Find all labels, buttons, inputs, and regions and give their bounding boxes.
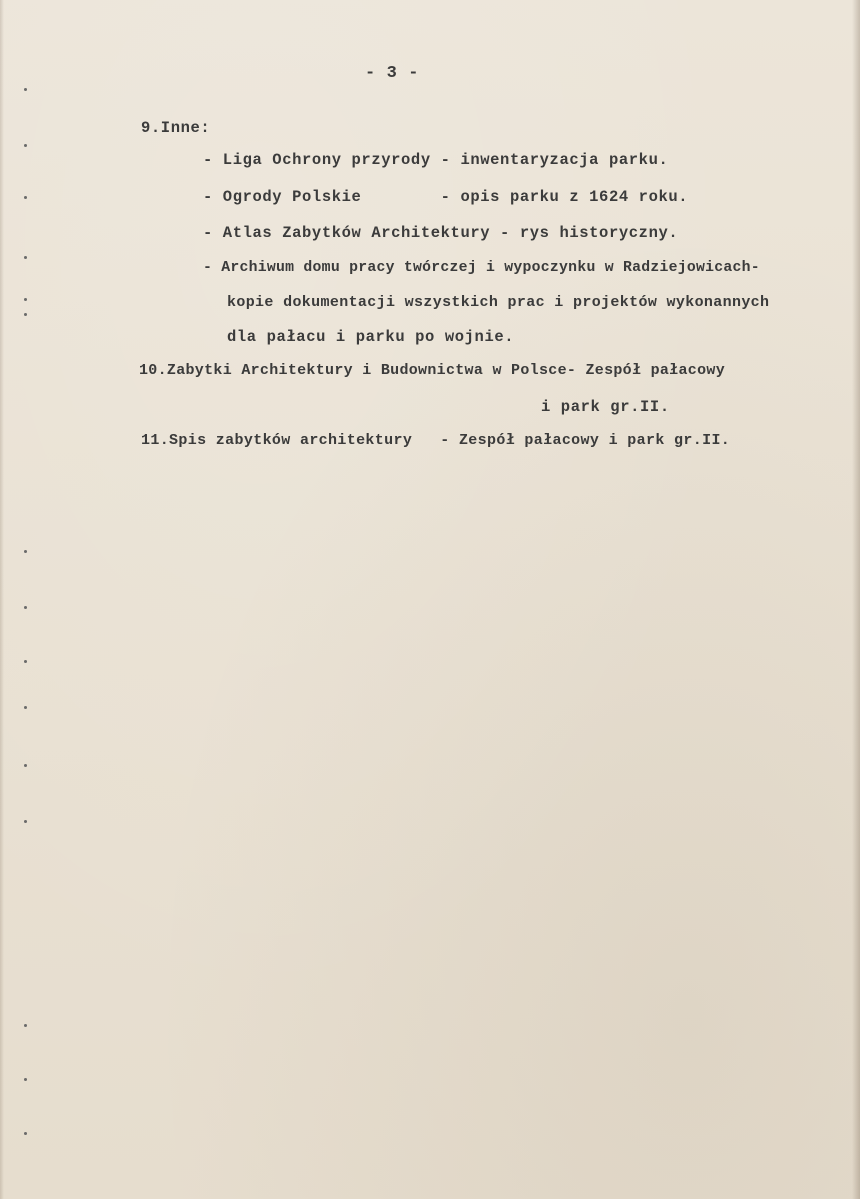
page-left-edge-shadow <box>0 0 4 1199</box>
binder-hole-mark <box>24 1078 27 1081</box>
section-11-line-1: 11.Spis zabytków architektury - Zespół pałacowy i park gr.II. <box>141 432 731 449</box>
binder-hole-mark <box>24 144 27 147</box>
page-right-edge-shadow <box>852 0 860 1199</box>
section-9-item-archiwum: - Archiwum domu pracy twórczej i wypoczynku w Radziejowicach- <box>203 260 760 276</box>
binder-hole-mark <box>24 706 27 709</box>
binder-hole-mark <box>24 298 27 301</box>
section-10-line-2: i park gr.II. <box>541 398 670 416</box>
binder-hole-mark <box>24 820 27 823</box>
binder-hole-mark <box>24 88 27 91</box>
section-9-heading: 9.Inne: <box>141 119 211 137</box>
binder-hole-mark <box>24 764 27 767</box>
binder-hole-mark <box>24 1024 27 1027</box>
binder-hole-mark <box>24 550 27 553</box>
section-9-item-atlas: - Atlas Zabytków Architektury - rys historyczny. <box>203 224 679 242</box>
section-9-item-liga: - Liga Ochrony przyrody - inwentaryzacja parku. <box>203 151 669 169</box>
section-9-item-archiwum-cont-2: dla pałacu i parku po wojnie. <box>227 328 515 346</box>
binder-hole-mark <box>24 660 27 663</box>
binder-hole-mark <box>24 256 27 259</box>
binder-hole-mark <box>24 606 27 609</box>
binder-hole-mark <box>24 196 27 199</box>
section-9-item-archiwum-cont-1: kopie dokumentacji wszystkich prac i projektów wykonannych <box>227 294 770 311</box>
binder-hole-mark <box>24 1132 27 1135</box>
page-number: - 3 - <box>365 64 420 83</box>
binder-hole-mark <box>24 313 27 316</box>
section-9-item-ogrody: - Ogrody Polskie - opis parku z 1624 roku. <box>203 188 689 206</box>
section-10-line-1: 10.Zabytki Architektury i Budownictwa w Polsce- Zespół pałacowy <box>139 362 725 379</box>
